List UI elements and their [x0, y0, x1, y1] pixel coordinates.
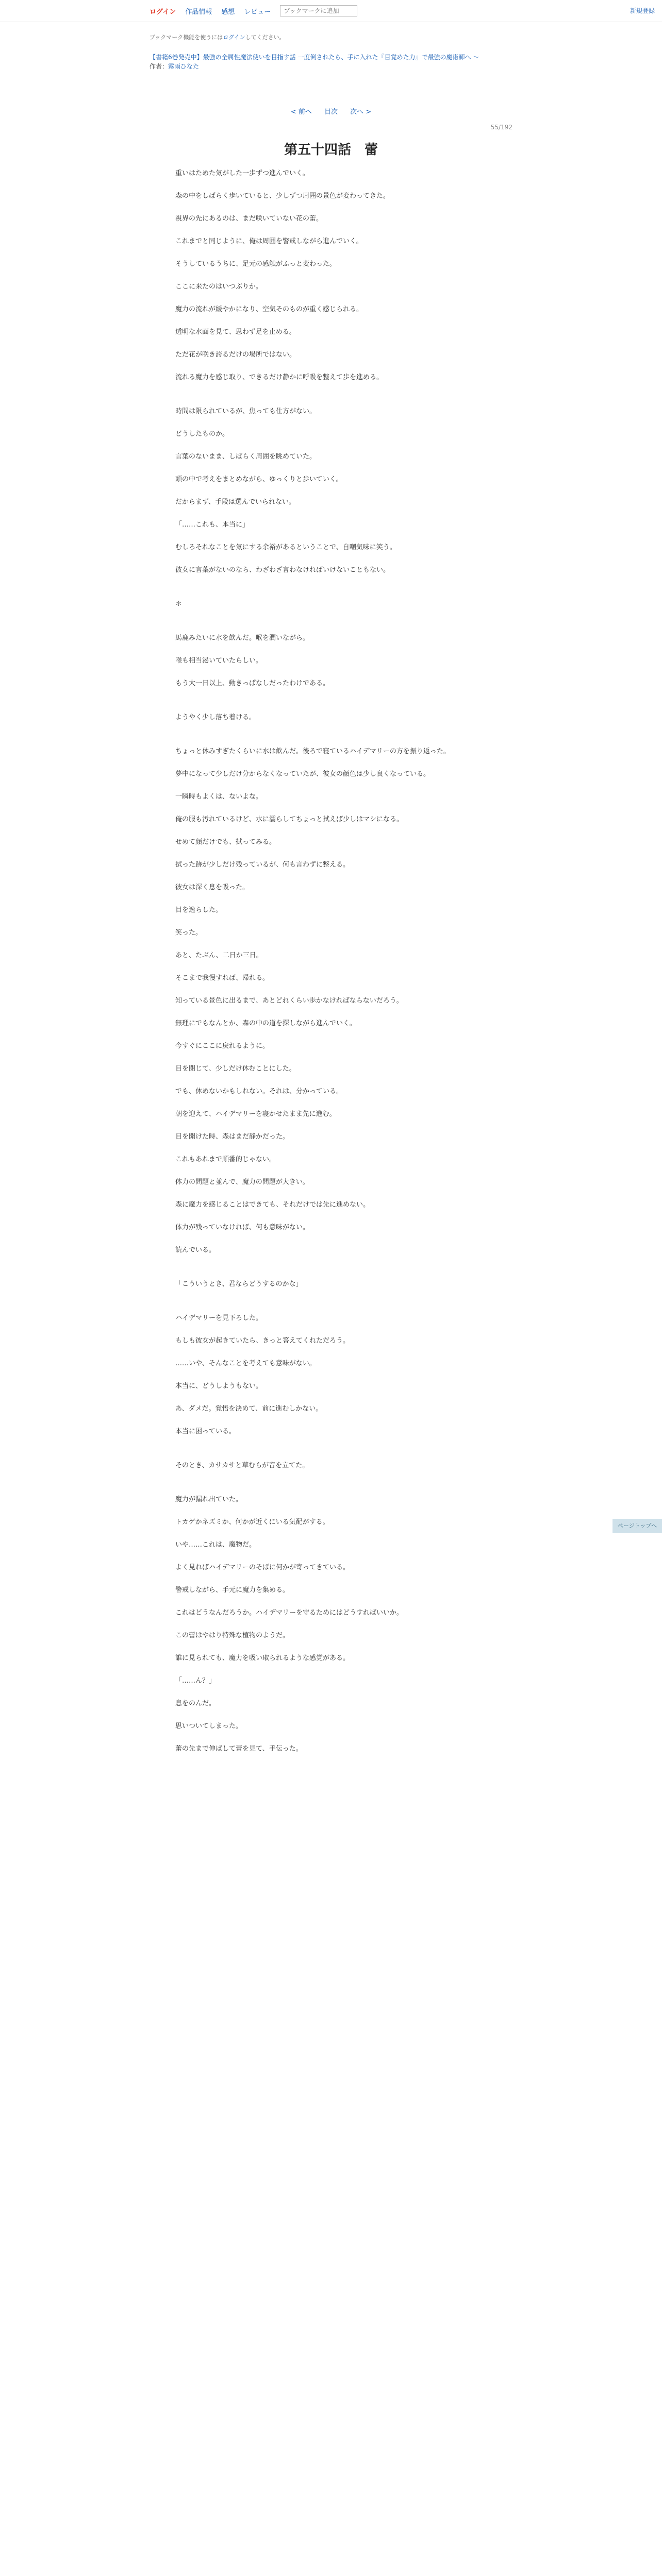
blank-line — [175, 1211, 487, 1222]
paragraph: 朝を迎えて、ハイデマリーを寝かせたまま先に進む。 — [175, 1110, 336, 1118]
blank-line — [175, 735, 487, 746]
paragraph: そのとき、カサカサと草むらが音を立てた。 — [175, 1462, 309, 1469]
paragraph: 馬鹿みたいに水を飲んだ。喉を潤いながら。 — [175, 634, 310, 642]
paragraph: これまでと同じように、俺は周囲を警戒しながら進んでいく。 — [175, 238, 363, 245]
paragraph: 体力が残っていなければ、何も意味がない。 — [175, 1224, 310, 1231]
paragraph: そうしているうちに、足元の感触がふっと変わった。 — [175, 260, 336, 268]
blank-line — [175, 621, 487, 633]
blank-line — [175, 1165, 487, 1177]
blank-line — [175, 723, 487, 735]
blank-line — [175, 961, 487, 973]
paragraph: 時間は限られているが、焦っても仕方がない。 — [175, 408, 317, 415]
blank-line — [175, 1709, 487, 1721]
paragraph: せめて顔だけでも、拭ってみる。 — [175, 838, 276, 846]
blank-line — [175, 463, 487, 474]
paragraph: 俺の服も汚れているけど、水に濡らしてちょっと拭えば少しはマシになる。 — [175, 816, 404, 823]
blank-line — [175, 1551, 487, 1562]
login-link[interactable]: ログイン — [150, 8, 176, 16]
blank-line — [175, 893, 487, 905]
blank-line — [175, 689, 487, 701]
paragraph: 体力の問題と並んで、魔力の問題が大きい。 — [175, 1178, 309, 1186]
paragraph: ……いや、そんなことを考えても意味がない。 — [175, 1360, 316, 1367]
paragraph: 言葉のないまま、しばらく周囲を眺めていた。 — [175, 453, 317, 461]
paragraph: 知っている景色に出るまで、あとどれくらい歩かなければならないだろう。 — [175, 997, 403, 1005]
blank-line — [175, 1664, 487, 1675]
paragraph: 夢中になって少しだけ分からなくなっていたが、彼女の顔色は少し良くなっている。 — [175, 770, 431, 778]
paragraph: 透明な水面を見て、思わず足を止める。 — [175, 328, 296, 336]
paragraph: 彼女は深く息を吸った。 — [175, 884, 250, 891]
paragraph: 喉も相当渇いていたらしい。 — [175, 657, 263, 665]
paragraph: もしも彼女が起きていたら、きっと答えてくれただろう。 — [175, 1337, 350, 1345]
paragraph: ハイデマリーを見下ろした。 — [175, 1314, 263, 1322]
blank-line — [175, 270, 487, 281]
blank-line — [175, 1120, 487, 1131]
blank-line — [175, 225, 487, 236]
paragraph: 重いはためた気がした一歩ずつ進んでいく。 — [175, 170, 309, 177]
paragraph: 本当に、どうしようもない。 — [175, 1382, 263, 1390]
blank-line — [175, 508, 487, 519]
paragraph: あ、ダメだ。覚悟を決めて、前に進むしかない。 — [175, 1405, 323, 1413]
blank-line — [175, 417, 487, 429]
bookmark-input[interactable] — [280, 5, 357, 16]
blank-line — [175, 1324, 487, 1335]
chapter-body — [175, 168, 487, 1755]
blank-line — [175, 395, 487, 406]
blank-line — [175, 293, 487, 304]
paragraph: 目を逸らした。 — [175, 906, 223, 914]
notice-login-link[interactable]: ログイン — [223, 34, 245, 41]
paragraph: ただ花が咲き誇るだけの場所ではない。 — [175, 351, 296, 359]
blank-line — [175, 1267, 487, 1279]
blank-line — [175, 610, 487, 621]
blank-line — [175, 916, 487, 927]
blank-line — [175, 553, 487, 565]
blank-line — [175, 1233, 487, 1245]
blank-line — [175, 1449, 487, 1460]
paragraph: 魔力の流れが緩やかになり、空気そのものが重く感じられる。 — [175, 306, 363, 313]
blank-line — [175, 1143, 487, 1154]
nav-link-impressions[interactable]: 感想 — [221, 8, 235, 16]
nav-link-work-info[interactable]: 作品情報 — [185, 8, 212, 16]
paragraph: 「……ん？」 — [175, 1677, 216, 1685]
blank-line — [175, 1483, 487, 1494]
paragraph: 彼女に言葉がないのなら、わざわざ言わなければいけないこともない。 — [175, 566, 390, 574]
paragraph: 流れる魔力を感じ取り、できるだけ静かに呼吸を整えて歩を進める。 — [175, 374, 384, 381]
paragraph: 視界の先にあるのは、まだ咲いていない花の蕾。 — [175, 215, 323, 223]
prev-link[interactable]: < 前へ — [290, 108, 312, 116]
paragraph: 森に魔力を感じることはできても、それだけでは先に進めない。 — [175, 1201, 370, 1209]
blank-line — [175, 485, 487, 497]
paragraph: 「……これも、本当に」 — [175, 521, 250, 529]
paragraph: むしろそれなことを気にする余裕があるということで、自嘲気味に笑う。 — [175, 544, 396, 551]
paragraph: この蕾はやはり特殊な植物のようだ。 — [175, 1632, 290, 1639]
blank-line — [175, 757, 487, 769]
paragraph: 笑った。 — [175, 929, 203, 937]
paragraph: 目を閉じて、少しだけ休むことにした。 — [175, 1065, 296, 1073]
blank-line — [175, 780, 487, 791]
blank-line — [175, 667, 487, 678]
blank-line — [175, 1007, 487, 1018]
blank-line — [175, 701, 487, 712]
nav-links — [150, 5, 357, 16]
paragraph: 頭の中で考えをまとめながら、ゆっくりと歩いていく。 — [175, 476, 343, 483]
paragraph: 蕾の先まで伸ばして蕾を見て、手伝った。 — [175, 1745, 303, 1753]
paragraph: 一瞬時もよくは、ないよな。 — [175, 793, 263, 801]
paragraph: よく見ればハイデマリーのそばに何かが寄ってきている。 — [175, 1564, 350, 1571]
paragraph: 拭った跡が少しだけ残っているが、何も言わずに整える。 — [175, 861, 350, 869]
blank-line — [175, 644, 487, 655]
blank-line — [175, 1687, 487, 1698]
page-top-button[interactable]: ページトップへ — [613, 1519, 662, 1533]
blank-line — [175, 1415, 487, 1426]
blank-line — [175, 202, 487, 213]
blank-line — [175, 803, 487, 814]
paragraph: 本当に困っている。 — [175, 1428, 236, 1435]
paragraph: 思いついてしまった。 — [175, 1722, 243, 1730]
paragraph: ちょっと休みすぎたくらいに水は飲んだ。後ろで寝ているハイデマリーの方を振り返った。 — [175, 748, 450, 755]
series-header — [150, 53, 510, 71]
blank-line — [175, 1528, 487, 1539]
blank-line — [175, 361, 487, 372]
paragraph: 息をのんだ。 — [175, 1700, 216, 1707]
paragraph: ようやく少し落ち着ける。 — [175, 714, 256, 721]
page-number: 55/192 — [490, 124, 512, 131]
paragraph: でも、休めないかもしれない。それは、分かっている。 — [175, 1088, 343, 1095]
blank-line — [175, 1290, 487, 1301]
paragraph: いや……これは、魔物だ。 — [175, 1541, 256, 1549]
blank-line — [175, 848, 487, 859]
register-link[interactable]: 新規登録 — [630, 7, 655, 14]
blank-line — [175, 338, 487, 349]
author-label: 作者： — [150, 63, 169, 70]
chapter-title: 第五十四話 蕾 — [284, 142, 378, 158]
paragraph: 森の中をしばらく歩いていると、少しずつ周囲の景色が変わってきた。 — [175, 192, 390, 200]
blank-line — [175, 247, 487, 259]
blank-line — [175, 531, 487, 542]
notice-text: ブックマーク機能を使うには — [150, 34, 223, 41]
blank-line — [175, 1732, 487, 1743]
paragraph: 誰に見られても、魔力を吸い取られるような感覚がある。 — [175, 1654, 350, 1662]
blank-line — [175, 1471, 487, 1483]
paragraph: どうしたものか。 — [175, 430, 229, 438]
next-link[interactable]: 次へ > — [350, 108, 372, 116]
paragraph: これはどうなんだろうか。ハイデマリーを守るためにはどうすればいいか。 — [175, 1609, 404, 1617]
blank-line — [175, 576, 487, 587]
blank-line — [175, 1369, 487, 1381]
author-link[interactable]: 霧雨ひなた — [168, 63, 200, 70]
blank-line — [175, 939, 487, 950]
blank-line — [175, 1619, 487, 1630]
blank-line — [175, 1641, 487, 1653]
paragraph: 今すぐにここに戻れるように。 — [175, 1042, 270, 1050]
notice-suffix: してください。 — [245, 34, 285, 41]
blank-line — [175, 1573, 487, 1585]
nav-link-reviews[interactable]: レビュー — [244, 8, 271, 16]
blank-line — [175, 315, 487, 327]
paragraph: 目を開けた時、森はまだ静かだった。 — [175, 1133, 290, 1141]
blank-line — [175, 587, 487, 599]
paragraph: もう大一日以上、動きっぱなしだったわけである。 — [175, 680, 330, 687]
paragraph: トカゲかネズミか、何かが近くにいる気配がする。 — [175, 1518, 329, 1526]
paragraph: だからまず、手段は選んでいられない。 — [175, 498, 295, 506]
blank-line — [175, 1505, 487, 1517]
index-link[interactable]: 目次 — [324, 108, 338, 116]
pager-top — [0, 106, 662, 116]
top-nav — [0, 0, 662, 22]
blank-line — [175, 1097, 487, 1109]
blank-line — [175, 1052, 487, 1063]
blank-line — [175, 179, 487, 191]
blank-line — [175, 1437, 487, 1449]
paragraph: そこまで我慢すれば、帰れる。 — [175, 974, 270, 982]
blank-line — [175, 1029, 487, 1041]
blank-line — [175, 871, 487, 882]
blank-line — [175, 1596, 487, 1607]
paragraph: これもあれまで順番的じゃない。 — [175, 1156, 276, 1163]
blank-line — [175, 1256, 487, 1267]
blank-line — [175, 984, 487, 995]
blank-line — [175, 1392, 487, 1403]
series-title-link[interactable]: 【書籍6巻発売中】最強の全属性魔法使いを目指す話 一度倒されたら、手に入れた『目覚めた力』で最強の魔術師へ 〜 — [150, 54, 479, 61]
login-notice — [150, 33, 285, 41]
blank-line — [175, 1188, 487, 1199]
blank-line — [175, 1347, 487, 1358]
blank-line — [175, 825, 487, 837]
paragraph: あと、たぶん、二日か三日。 — [175, 952, 263, 959]
paragraph: 警戒しながら、手元に魔力を集める。 — [175, 1586, 290, 1594]
blank-line — [175, 1301, 487, 1313]
paragraph: 無理にでもなんとか、森の中の道を探しながら進んでいく。 — [175, 1020, 356, 1027]
blank-line — [175, 383, 487, 395]
paragraph: 「こういうとき、君ならどうするのかな」 — [175, 1280, 303, 1288]
paragraph: ここに来たのはいつぶりか。 — [175, 283, 263, 291]
paragraph: 読んでいる。 — [175, 1246, 216, 1254]
blank-line — [175, 440, 487, 451]
blank-line — [175, 1075, 487, 1086]
paragraph: 魔力が漏れ出ていた。 — [175, 1496, 243, 1503]
paragraph: ＊ — [175, 600, 183, 608]
